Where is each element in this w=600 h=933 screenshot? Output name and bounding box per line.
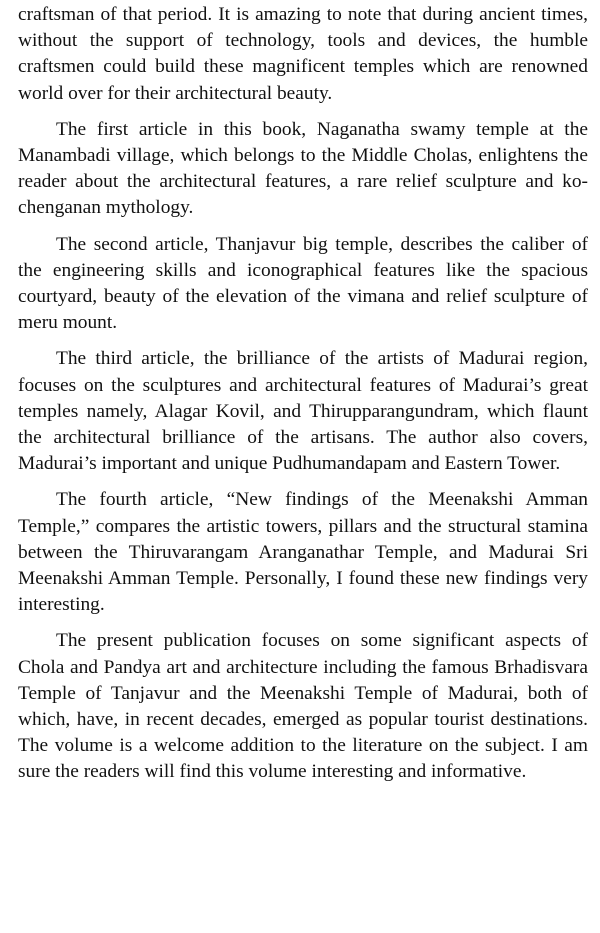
paragraph-fourth-article: The fourth article, “New findings of the Meenakshi Amman Temple,” compares the artistic towers, pillars and the structural stamina between the Thiruvarangam Aranganathar Temple, and Madurai Sri Meenakshi Amman Temple. Personally, I found these new findings very interesting. — [18, 489, 588, 616]
paragraph-present-publication: The present publication focuses on some significant aspects of Chola and Pandya art and architecture including the famous Brhadisvara Temple of Tanjavur and the Meenakshi Temple of Madurai, both of which, have, in recent decades, emerged as popular tourist destinations. The volume is a welcome addition to the literature on the subject. I am sure the readers will find this volume interesting and informative. — [18, 630, 588, 783]
paragraph-continuation: craftsman of that period. It is amazing to note that during ancient times, without the support of technology, tools and devices, the humble craftsmen could build these magnificent temples which are renowned world over for their architectural beauty. — [18, 4, 588, 104]
paragraph-third-article: The third article, the brilliance of the artists of Madurai region, focuses on the sculptures and architectural features of Madurai’s great temples namely, Alagar Kovil, and Thirupparangundram, which flaunt the architectural brilliance of the artisans. The author also covers, Madurai’s important and unique Pudhumandapam and Eastern Tower. — [18, 348, 588, 475]
paragraph-first-article: The first article in this book, Naganatha swamy temple at the Manambadi village, which belongs to the Middle Cholas, enlightens the reader about the architectural features, a rare relief sculpture and ko-chenganan mythology. — [18, 118, 588, 219]
paragraph-second-article: The second article, Thanjavur big temple, describes the caliber of the engineering skills and iconographical features like the spacious courtyard, beauty of the elevation of the vimana and relief sculpture of meru mount. — [18, 233, 588, 334]
